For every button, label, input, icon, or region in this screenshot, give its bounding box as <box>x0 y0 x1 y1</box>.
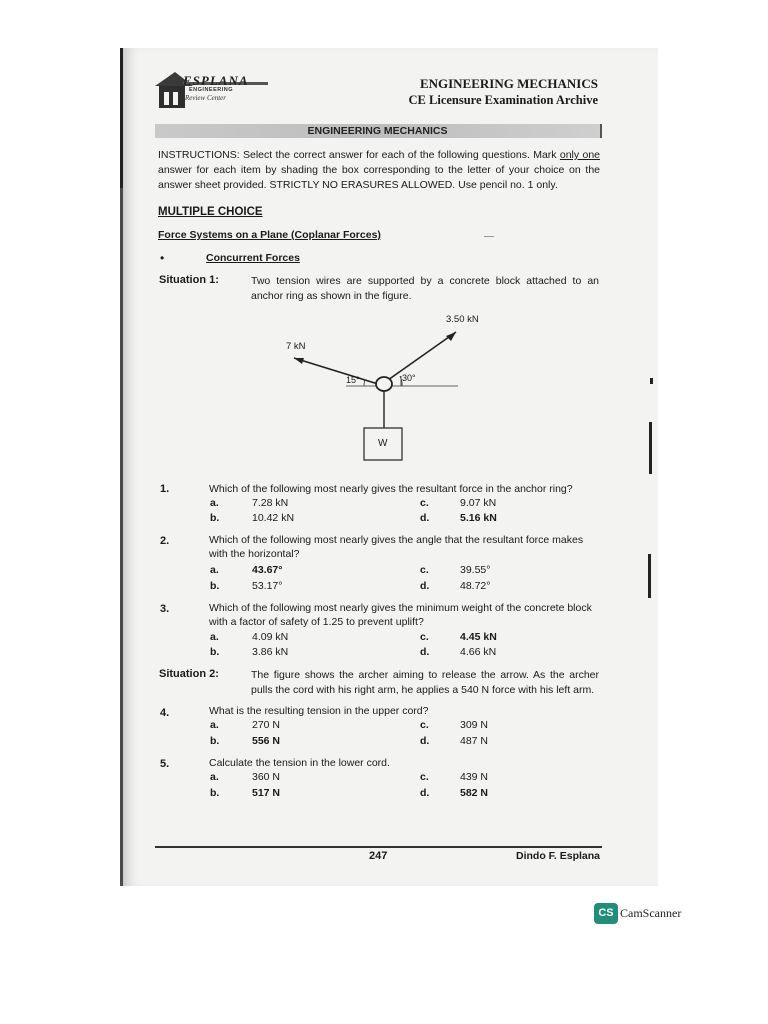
option-value: 309 N <box>460 719 489 731</box>
option-letter: a. <box>210 631 219 643</box>
option-value: 439 N <box>460 771 489 783</box>
esplana-logo <box>153 70 271 110</box>
instructions <box>158 148 600 193</box>
header-subtitle: CE Licensure Examination Archive <box>408 93 598 107</box>
edge-mark <box>648 554 651 598</box>
logo-brand: ESPLANA <box>183 73 249 88</box>
left-arrow-icon <box>294 358 304 364</box>
edge-mark <box>650 378 653 384</box>
option-letter: a. <box>210 719 219 731</box>
option-letter: a. <box>210 564 219 576</box>
option-letter: c. <box>420 564 429 576</box>
option-letter: b. <box>210 735 220 747</box>
option-value: 10.42 kN <box>252 512 295 524</box>
option-value: 4.45 kN <box>460 631 497 643</box>
page-number: 247 <box>369 850 388 862</box>
option-value: 487 N <box>460 735 489 747</box>
camscanner-watermark <box>594 902 692 924</box>
question-4-number: 4. <box>160 707 170 719</box>
angle-right-label: 30° <box>402 373 416 383</box>
anchor-ring-figure <box>280 310 500 470</box>
question-1-number: 1. <box>160 483 170 495</box>
option-letter: d. <box>420 512 430 524</box>
instructions-part2: answer for each item by shading the box corresponding to the letter of your choice on the answer sheet provided. STRICTLY NO ERASURES ALLOWED. Use pencil no. 1 only. <box>158 164 600 191</box>
option-letter: c. <box>420 631 429 643</box>
situation-1-text: Two tension wires are supported by a concrete block attached to an anchor ring as shown in the figure. <box>251 275 599 302</box>
section-title: MULTIPLE CHOICE <box>158 206 263 218</box>
question-3-number: 3. <box>160 603 170 615</box>
camscanner-logo-icon: CS <box>594 903 618 924</box>
right-cable <box>388 332 456 380</box>
option-value: 517 N <box>252 787 281 799</box>
camscanner-text: CamScanner <box>620 905 682 920</box>
logo-tagline: Review Center <box>185 94 227 102</box>
situation-2-text: The figure shows the archer aiming to release the arrow. As the archer pulls the cord with his right arm, he applies a 540 N force with his left arm. <box>251 669 599 696</box>
force-left-label: 7 kN <box>286 341 306 352</box>
question-3-text: Which of the following most nearly gives the minimum weight of the concrete block with a factor of safety of 1.25 to prevent uplift? <box>209 602 592 628</box>
stray-mark <box>484 236 494 237</box>
instructions-emphasis: only one <box>559 149 600 161</box>
situation-1-label: Situation 1: <box>159 274 219 286</box>
option-value: 270 N <box>252 719 281 731</box>
question-4-text: What is the resulting tension in the upper cord? <box>209 705 429 717</box>
anchor-ring-icon <box>376 377 392 391</box>
logo-subtitle: ENGINEERING <box>189 87 234 93</box>
subtopic-title: Concurrent Forces <box>206 252 300 264</box>
option-letter: d. <box>420 787 430 799</box>
option-letter: d. <box>420 646 430 658</box>
footer-author: Dindo F. Esplana <box>516 850 601 862</box>
edge-mark <box>649 422 652 474</box>
option-value: 360 N <box>252 771 281 783</box>
option-value: 556 N <box>252 735 281 747</box>
option-letter: b. <box>210 580 220 592</box>
option-value: 9.07 kN <box>460 497 497 509</box>
option-letter: d. <box>420 735 430 747</box>
option-letter: b. <box>210 646 220 658</box>
footer-divider <box>155 846 602 848</box>
option-value: 5.16 kN <box>460 512 497 524</box>
option-letter: c. <box>420 771 429 783</box>
angle-arc-left <box>364 380 365 386</box>
option-value: 4.66 kN <box>460 646 497 658</box>
question-2-text: Which of the following most nearly gives the angle that the resultant force makes with the horizontal? <box>209 534 584 560</box>
question-5-text: Calculate the tension in the lower cord. <box>209 757 390 769</box>
option-letter: a. <box>210 771 219 783</box>
option-letter: d. <box>420 580 430 592</box>
option-letter: b. <box>210 787 220 799</box>
option-value: 53.17° <box>252 580 283 592</box>
option-value: 7.28 kN <box>252 497 289 509</box>
header-title: ENGINEERING MECHANICS <box>419 76 598 91</box>
option-value: 3.86 kN <box>252 646 289 658</box>
option-letter: b. <box>210 512 220 524</box>
edge-mark <box>120 48 123 188</box>
question-5-number: 5. <box>160 758 170 770</box>
block-label: W <box>378 438 388 449</box>
section-banner: ENGINEERING MECHANICS <box>155 124 602 138</box>
right-arrow-icon <box>446 332 456 341</box>
option-value: 43.67° <box>252 564 283 576</box>
topic-title: Force Systems on a Plane (Coplanar Forces) <box>158 229 381 241</box>
option-value: 4.09 kN <box>252 631 289 643</box>
option-value: 48.72° <box>460 580 491 592</box>
option-value: 582 N <box>460 787 489 799</box>
instructions-part1: INSTRUCTIONS: Select the correct answer for each of the following questions. Mark <box>158 149 560 161</box>
angle-left-label: 15° <box>346 375 360 385</box>
question-1-text: Which of the following most nearly gives the resultant force in the anchor ring? <box>209 483 573 495</box>
bullet-icon: • <box>160 251 165 265</box>
option-letter: c. <box>420 719 429 731</box>
question-2-number: 2. <box>160 535 170 547</box>
force-right-label: 3.50 kN <box>446 314 479 325</box>
option-letter: a. <box>210 497 219 509</box>
option-value: 39.55° <box>460 564 491 576</box>
option-letter: c. <box>420 497 429 509</box>
situation-2-label: Situation 2: <box>159 668 219 680</box>
left-cable <box>294 358 378 384</box>
